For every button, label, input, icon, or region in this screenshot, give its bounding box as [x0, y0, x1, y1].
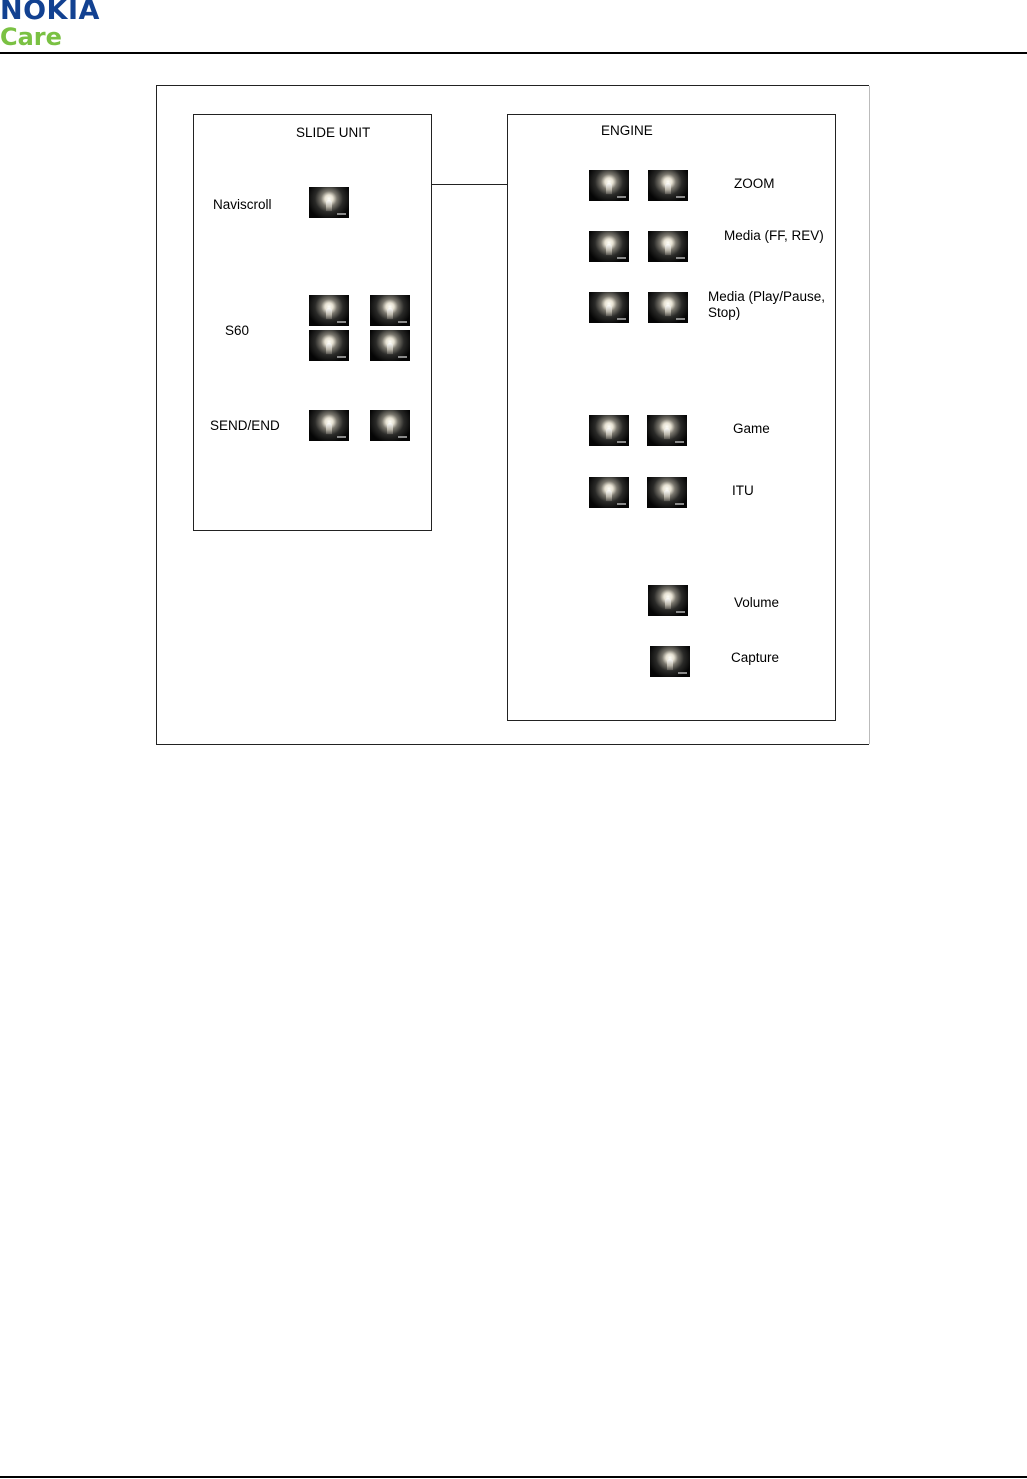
header-divider	[0, 52, 1027, 54]
label-volume: Volume	[734, 595, 780, 610]
led-photo-icon	[370, 295, 410, 326]
led-photo-icon	[370, 330, 410, 361]
label-send-end: SEND/END	[210, 418, 280, 433]
led-photo-icon	[648, 585, 688, 616]
label-itu: ITU	[732, 483, 754, 498]
led-photo-icon	[309, 295, 349, 326]
led-photo-icon	[650, 646, 690, 677]
connector-line	[432, 184, 507, 185]
logo-brand-text: NOKIA	[0, 0, 100, 26]
led-photo-icon	[309, 330, 349, 361]
led-photo-icon	[648, 292, 688, 323]
slide-unit-title: SLIDE UNIT	[296, 125, 371, 140]
footer-divider	[0, 1476, 1027, 1478]
led-photo-icon	[647, 415, 687, 446]
led-photo-icon	[589, 170, 629, 201]
label-game: Game	[733, 421, 770, 436]
label-media-play-pause-stop: Media (Play/Pause, Stop)	[708, 289, 826, 320]
label-capture: Capture	[731, 650, 780, 665]
engine-title: ENGINE	[601, 123, 653, 138]
led-photo-icon	[647, 477, 687, 508]
label-media-ff-rev: Media (FF, REV)	[724, 228, 824, 243]
label-zoom: ZOOM	[734, 176, 775, 191]
led-photo-icon	[589, 415, 629, 446]
nokia-care-logo	[0, 0, 130, 52]
label-naviscroll: Naviscroll	[213, 197, 272, 212]
led-photo-icon	[309, 187, 349, 218]
logo-sub-brand-text: Care	[0, 23, 62, 51]
led-photo-icon	[589, 231, 629, 262]
led-photo-icon	[648, 231, 688, 262]
led-photo-icon	[370, 410, 410, 441]
led-photo-icon	[589, 477, 629, 508]
led-photo-icon	[648, 170, 688, 201]
led-photo-icon	[589, 292, 629, 323]
figure-frame-right-edge	[869, 86, 870, 744]
label-s60: S60	[225, 323, 250, 338]
led-photo-icon	[309, 410, 349, 441]
